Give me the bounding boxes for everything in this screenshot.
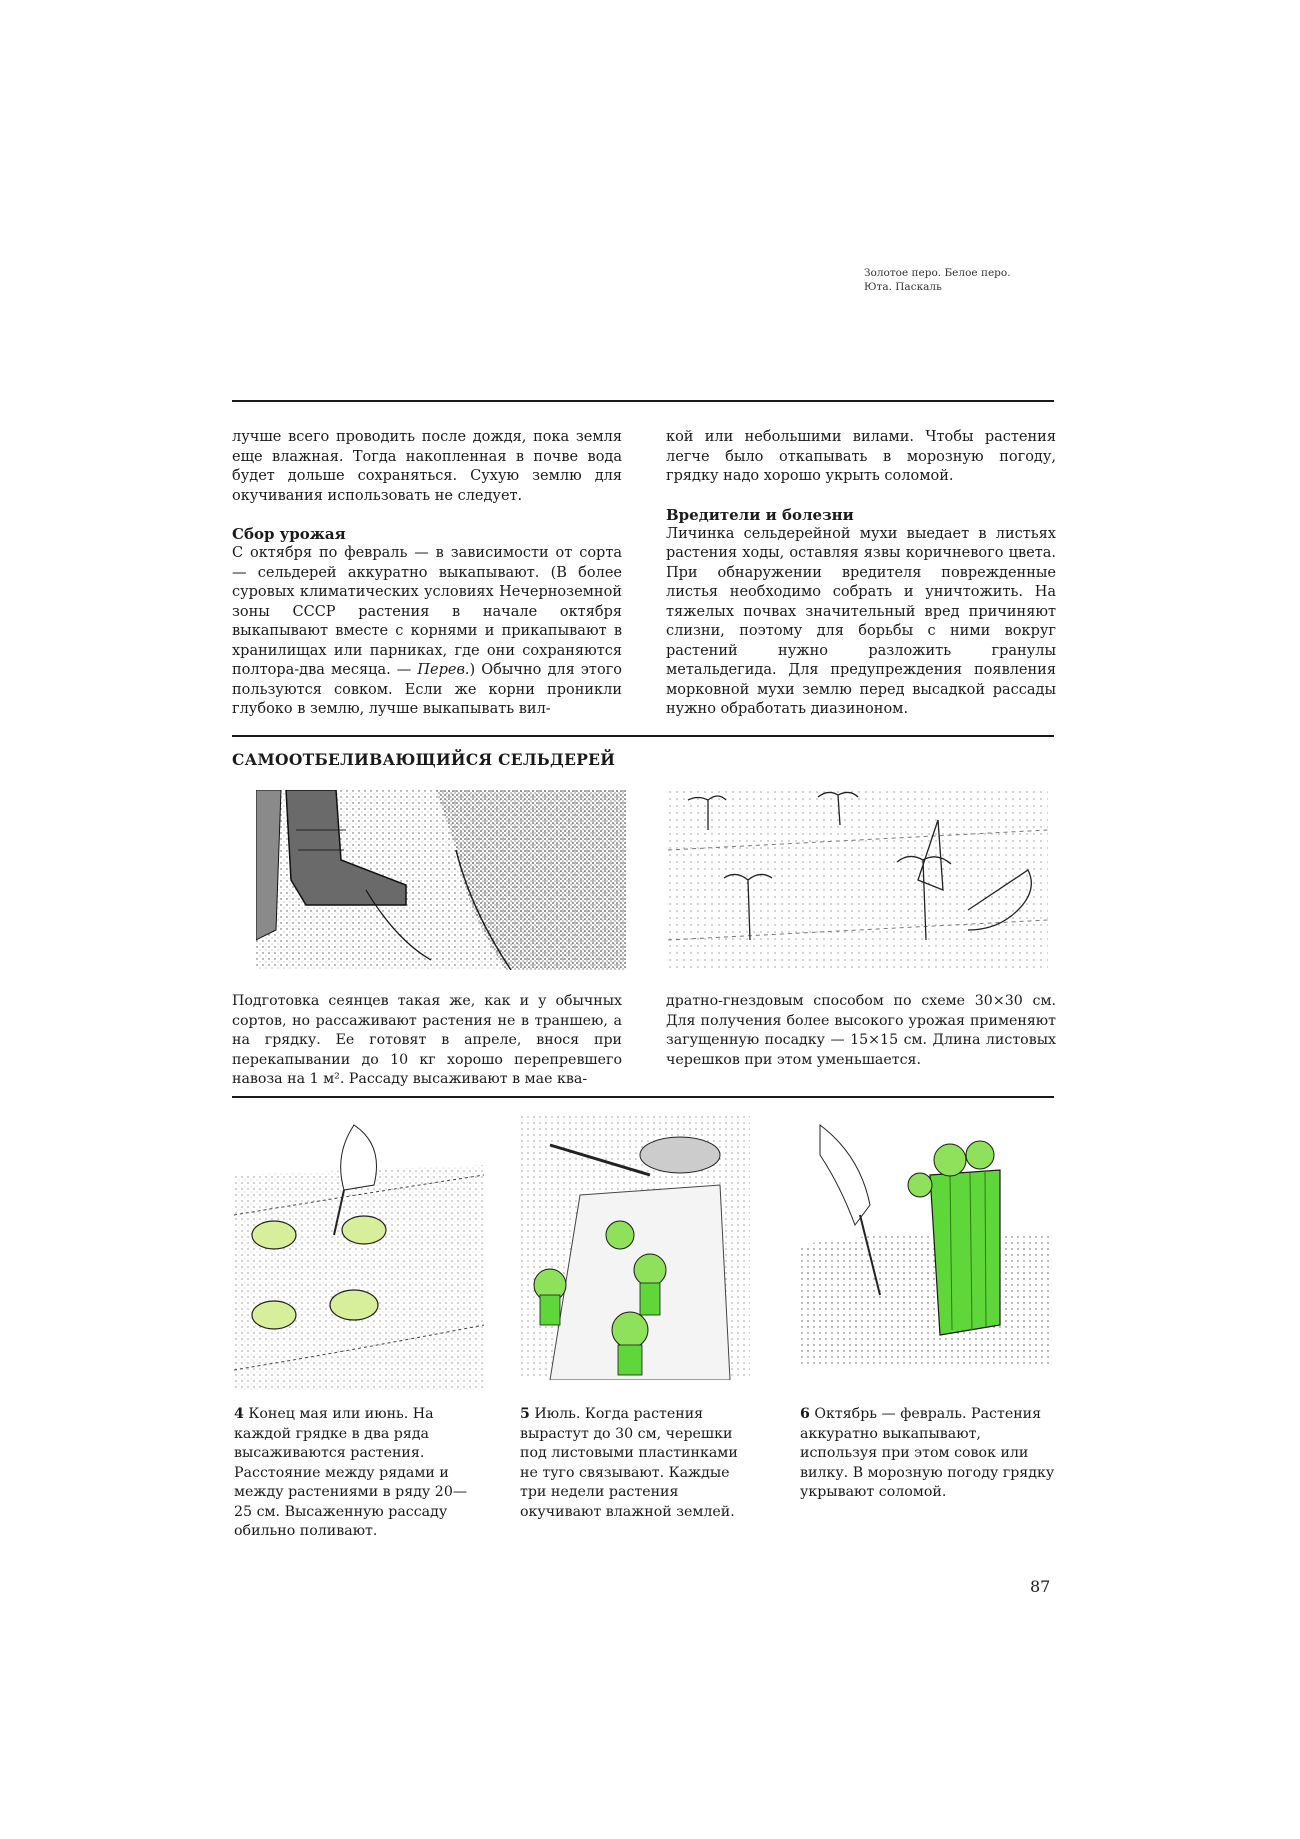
step-4-text: Конец мая или июнь. На каждой грядке в два ряда высаживаются растения. Расстояние между рядами и между растениями в ряду 20—25 см. Высаженную рассаду обильно поливают. [234, 1406, 468, 1539]
text-column-left [232, 428, 622, 720]
step-6-number: 6 [800, 1406, 810, 1422]
steps-rule [232, 1096, 1054, 1098]
text-column-right [666, 428, 1056, 720]
illustration-step-4 [234, 1115, 484, 1390]
step-6-text: Октябрь — февраль. Растения аккуратно выкапывают, используя при этом совок или вилку. В морозную погоду грядку укрывают соломой. [800, 1406, 1055, 1500]
right-intro: кой или небольшими вилами. Чтобы растения легче было откапывать в морозную погоду, грядку надо хорошо укрыть соломой. [666, 429, 1056, 484]
credit-line-2: Юта. Паскаль [864, 281, 942, 293]
step-5-number: 5 [520, 1406, 530, 1422]
pests-heading: Вредители и болезни [666, 505, 854, 524]
caption-step-4 [234, 1405, 479, 1542]
step-5-text: Июль. Когда растения вырастут до 30 см, черешки под листовыми пластинками не туго связывают. Каждые три недели растения окучивают влажной землей. [520, 1406, 738, 1520]
caption-middle-right: дратно-гнездовым способом по схеме 30×30 см. Для получения более высокого урожая применяют загущенную посадку — 15×15 см. Длина листовых черешков при этом уменьшается. [666, 993, 1056, 1068]
perev-note: Перев. [417, 662, 470, 678]
section-title: САМООТБЕЛИВАЮЩИЙСЯ СЕЛЬДЕРЕЙ [232, 750, 616, 769]
caption-middle-left: Подготовка сеянцев такая же, как и у обычных сортов, но рассаживают растения не в траншею, а на грядку. Ее готовят в апреле, внося при перекапывании до 10 кг хорошо перепревшего навоза на 1 м². Рассаду высаживают в мае ква- [232, 993, 622, 1087]
harvest-paragraph: С октября по февраль — в зависимости от сорта — сельдерей аккуратно выкапывают. (В более суровых климатических условиях Нечерноземной зоны СССР растения в начале октября выкапывают вместе с корнями и прикапывают в хранилищах или парниках, где они сохраняются полтора-два месяца. — Перев.) Обычно для этого пользуются совком. Если же корни проникли глубоко в землю, лучше выкапывать вил- [232, 545, 623, 717]
top-rule [232, 400, 1054, 402]
page-number: 87 [1030, 1577, 1051, 1596]
credit-line-1: Золотое перо. Белое перо. [864, 267, 1011, 279]
section-rule [232, 735, 1054, 737]
left-intro: лучше всего проводить после дождя, пока земля еще влажная. Тогда накопленная в почве вода будет дольше сохраняться. Сухую землю для окучивания использовать не следует. [232, 429, 622, 504]
step-4-number: 4 [234, 1406, 244, 1422]
caption-step-5 [520, 1405, 750, 1522]
caption-step-6 [800, 1405, 1055, 1503]
illustration-boot-soil [256, 790, 626, 970]
illustration-planting-seedlings [668, 790, 1048, 970]
credit [864, 266, 1054, 294]
harvest-heading: Сбор урожая [232, 525, 346, 543]
illustration-step-5 [520, 1115, 750, 1380]
pests-paragraph: Личинка сельдерейной мухи выедает в листьях растения ходы, оставляя язвы коричневого цвета. При обнаружении вредителя поврежденные листья необходимо собрать и уничтожить. На тяжелых почвах значительный вред причиняют слизни, поэтому для борьбы с ними вокруг растений нужно разложить гранулы метальдегида. Для предупреждения появления морковной мухи землю перед высадкой рассады нужно обработать диазиноном. [666, 525, 1056, 717]
illustration-step-6 [800, 1115, 1050, 1365]
